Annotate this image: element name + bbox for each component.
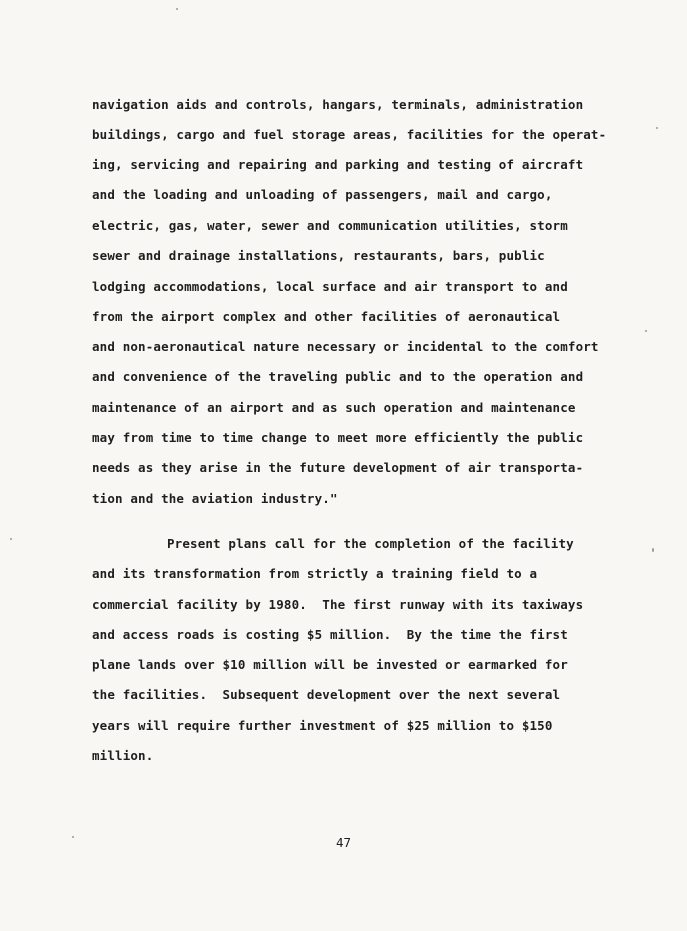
text-line: the facilities. Subsequent development over the next several	[92, 687, 561, 702]
scan-speck	[176, 8, 178, 10]
text-line: and convenience of the traveling public and to the operation and	[92, 369, 584, 384]
text-line: electric, gas, water, sewer and communication utilities, storm	[92, 218, 568, 233]
text-line: Present plans call for the completion of the facility	[167, 536, 574, 551]
text-line: needs as they arise in the future development of air transporta-	[92, 460, 584, 475]
text-line: and its transformation from strictly a training field to a	[92, 566, 538, 581]
text-line: from the airport complex and other facilities of aeronautical	[92, 309, 561, 324]
text-line: and non-aeronautical nature necessary or incidental to the comfort	[92, 339, 599, 354]
scan-speck	[72, 836, 74, 838]
text-line: plane lands over $10 million will be invested or earmarked for	[92, 657, 568, 672]
scan-speck	[10, 538, 12, 540]
text-line: lodging accommodations, local surface and air transport to and	[92, 279, 568, 294]
text-line: navigation aids and controls, hangars, terminals, administration	[92, 97, 584, 112]
scan-speck	[656, 127, 658, 129]
scan-speck	[645, 330, 647, 332]
text-line: million.	[92, 748, 154, 763]
page-number: 47	[335, 835, 352, 850]
text-line: and the loading and unloading of passengers, mail and cargo,	[92, 187, 553, 202]
scan-speck	[652, 548, 654, 552]
text-line: tion and the aviation industry."	[92, 491, 338, 506]
text-line: maintenance of an airport and as such operation and maintenance	[92, 400, 576, 415]
text-line: may from time to time change to meet more efficiently the public	[92, 430, 584, 445]
text-line: and access roads is costing $5 million. By the time the first	[92, 627, 568, 642]
text-line: buildings, cargo and fuel storage areas, facilities for the operat-	[92, 127, 607, 142]
text-line: ing, servicing and repairing and parking and testing of aircraft	[92, 157, 584, 172]
text-line: sewer and drainage installations, restaurants, bars, public	[92, 248, 545, 263]
text-line: commercial facility by 1980. The first runway with its taxiways	[92, 597, 584, 612]
text-line: years will require further investment of $25 million to $150	[92, 718, 553, 733]
